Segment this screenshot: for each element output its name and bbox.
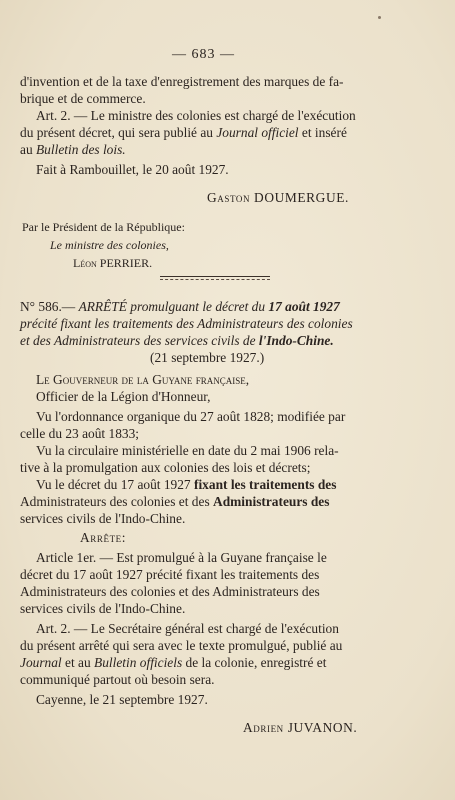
vu-2-line-2: tive à la promulgation aux colonies des lois et décrets;	[20, 460, 311, 475]
line-continuation-end: brique et de commerce.	[20, 91, 146, 106]
arrete-heading-line-3: et des Administrateurs des services civils de l'Indo-Chine.	[20, 333, 334, 348]
separator-rule	[160, 276, 270, 277]
arrete-date: (21 septembre 1927.)	[150, 350, 265, 365]
governor-line: Le Gouverneur de la Guyane française,	[36, 372, 250, 387]
vu-3-line-3: services civils de l'Indo-Chine.	[20, 511, 186, 526]
president-line: Par le Président de la République:	[22, 220, 185, 234]
arrete-heading-line-2: précité fixant les traitements des Administrateurs des colonies	[20, 316, 353, 331]
ink-spot	[378, 16, 381, 19]
article-2-line-4: communiqué partout où besoin sera.	[20, 672, 215, 687]
article-2-line-3: Journal et au Bulletin officiels de la colonie, enregistré et	[20, 655, 327, 670]
minister-name: Léon PERRIER.	[73, 256, 153, 270]
vu-1-line-2: celle du 23 août 1833;	[20, 426, 139, 441]
article-2-line-1: Art. 2. — Le Secrétaire général est chargé de l'exécution	[36, 621, 339, 636]
minister-title: Le ministre des colonies,	[50, 238, 169, 252]
article-1-line-2: décret du 17 août 1927 précité fixant les traitements des	[20, 567, 320, 582]
separator-rule-dashed	[160, 279, 270, 280]
article-1-line-4: services civils de l'Indo-Chine.	[20, 601, 186, 616]
arrete-place-date: Cayenne, le 21 septembre 1927.	[36, 692, 208, 707]
vu-1-line-1: Vu l'ordonnance organique du 27 août 1828; modifiée par	[36, 409, 346, 424]
page-number: — 683 —	[172, 47, 235, 62]
arrete-heading-line-1: N° 586.— ARRÊTÉ promulguant le décret du 17 août 1927	[20, 299, 340, 314]
article-2-line-2: du présent arrêté qui sera avec le texte promulgué, publié au	[20, 638, 343, 653]
arrete-signature: Adrien JUVANON.	[243, 720, 358, 735]
decree-article-2-line-2: du présent décret, qui sera publié au Journal officiel et inséré	[20, 125, 347, 140]
arrete-label: Arrête:	[80, 530, 127, 545]
vu-2-line-1: Vu la circulaire ministérielle en date du 2 mai 1906 rela-	[36, 443, 339, 458]
decree-signature: Gaston DOUMERGUE.	[207, 190, 349, 205]
article-1-line-3: Administrateurs des colonies et des Administrateurs des	[20, 584, 320, 599]
decree-place-date: Fait à Rambouillet, le 20 août 1927.	[36, 162, 229, 177]
vu-3-line-1: Vu le décret du 17 août 1927 fixant les traitements des	[36, 477, 337, 492]
decree-article-2-line-3: au Bulletin des lois.	[20, 142, 126, 157]
decree-article-2-line-1: Art. 2. — Le ministre des colonies est chargé de l'exécution	[36, 108, 356, 123]
line-continuation: d'invention et de la taxe d'enregistrement des marques de fa-	[20, 74, 344, 89]
officer-line: Officier de la Légion d'Honneur,	[36, 389, 211, 404]
vu-3-line-2: Administrateurs des colonies et des Administrateurs des	[20, 494, 330, 509]
article-1-line-1: Article 1er. — Est promulgué à la Guyane française le	[36, 550, 327, 565]
